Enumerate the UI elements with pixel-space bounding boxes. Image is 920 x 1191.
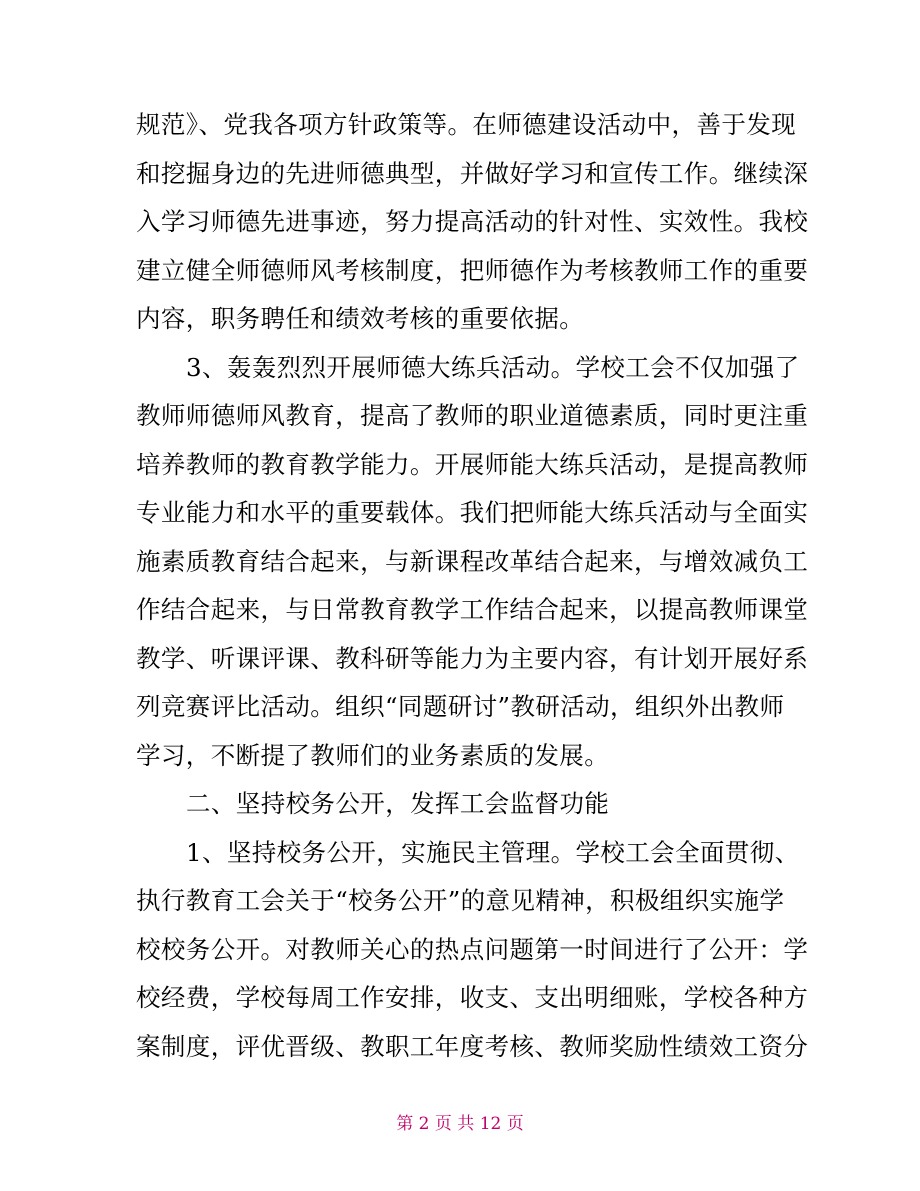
- text-line: 作结合起来，与日常教育教学工作结合起来，以提高教师课堂: [136, 595, 809, 624]
- page-footer: 第 2 页 共 12 页: [396, 1114, 524, 1134]
- text-line: 学习，不断提了教师们的业务素质的发展。: [136, 740, 610, 770]
- text-line: 规范》、党我各项方针政策等。在师德建设活动中，善于发现: [136, 110, 797, 139]
- text-line: 案制度，评优晋级、教职工年度考核、教师奖励性绩效工资分: [136, 1031, 809, 1061]
- body-text: [136, 101, 809, 1071]
- text-line: 施素质教育结合起来，与新课程改革结合起来，与增效减负工: [136, 546, 809, 576]
- text-line: 入学习师德先进事迹，努力提高活动的针对性、实效性。我校: [136, 207, 809, 236]
- text-line: 列竞赛评比活动。组织“同题研讨”教研活动，组织外出教师: [136, 692, 785, 721]
- text-line: 教师师德师风教育，提高了教师的职业道德素质，同时更注重: [136, 401, 809, 430]
- text-line: 校经费，学校每周工作安排，收支、支出明细账，学校各种方: [136, 983, 809, 1012]
- text-line: 建立健全师德师风考核制度，把师德作为考核教师工作的重要: [136, 255, 809, 285]
- text-line: 3、轰轰烈烈开展师德大练兵活动。学校工会不仅加强了: [186, 352, 800, 382]
- text-line: 培养教师的教育教学能力。开展师能大练兵活动，是提高教师: [136, 449, 809, 479]
- text-line: 执行教育工会关于“校务公开”的意见精神，积极组织实施学: [136, 886, 785, 915]
- text-line: 内容，职务聘任和绩效考核的重要依据。: [136, 304, 585, 333]
- text-line: 专业能力和水平的重要载体。我们把师能大练兵活动与全面实: [136, 498, 809, 527]
- text-line: 1、坚持校务公开，实施民主管理。学校工会全面贯彻、: [186, 837, 800, 867]
- text-line: 二、坚持校务公开，发挥工会监督功能: [186, 789, 610, 818]
- text-line: 教学、听课评课、教科研等能力为主要内容，有计划开展好系: [136, 643, 809, 673]
- text-line: 和挖掘身边的先进师德典型，并做好学习和宣传工作。继续深: [136, 158, 809, 188]
- text-line: 校校务公开。对教师关心的热点问题第一时间进行了公开：学: [136, 934, 809, 964]
